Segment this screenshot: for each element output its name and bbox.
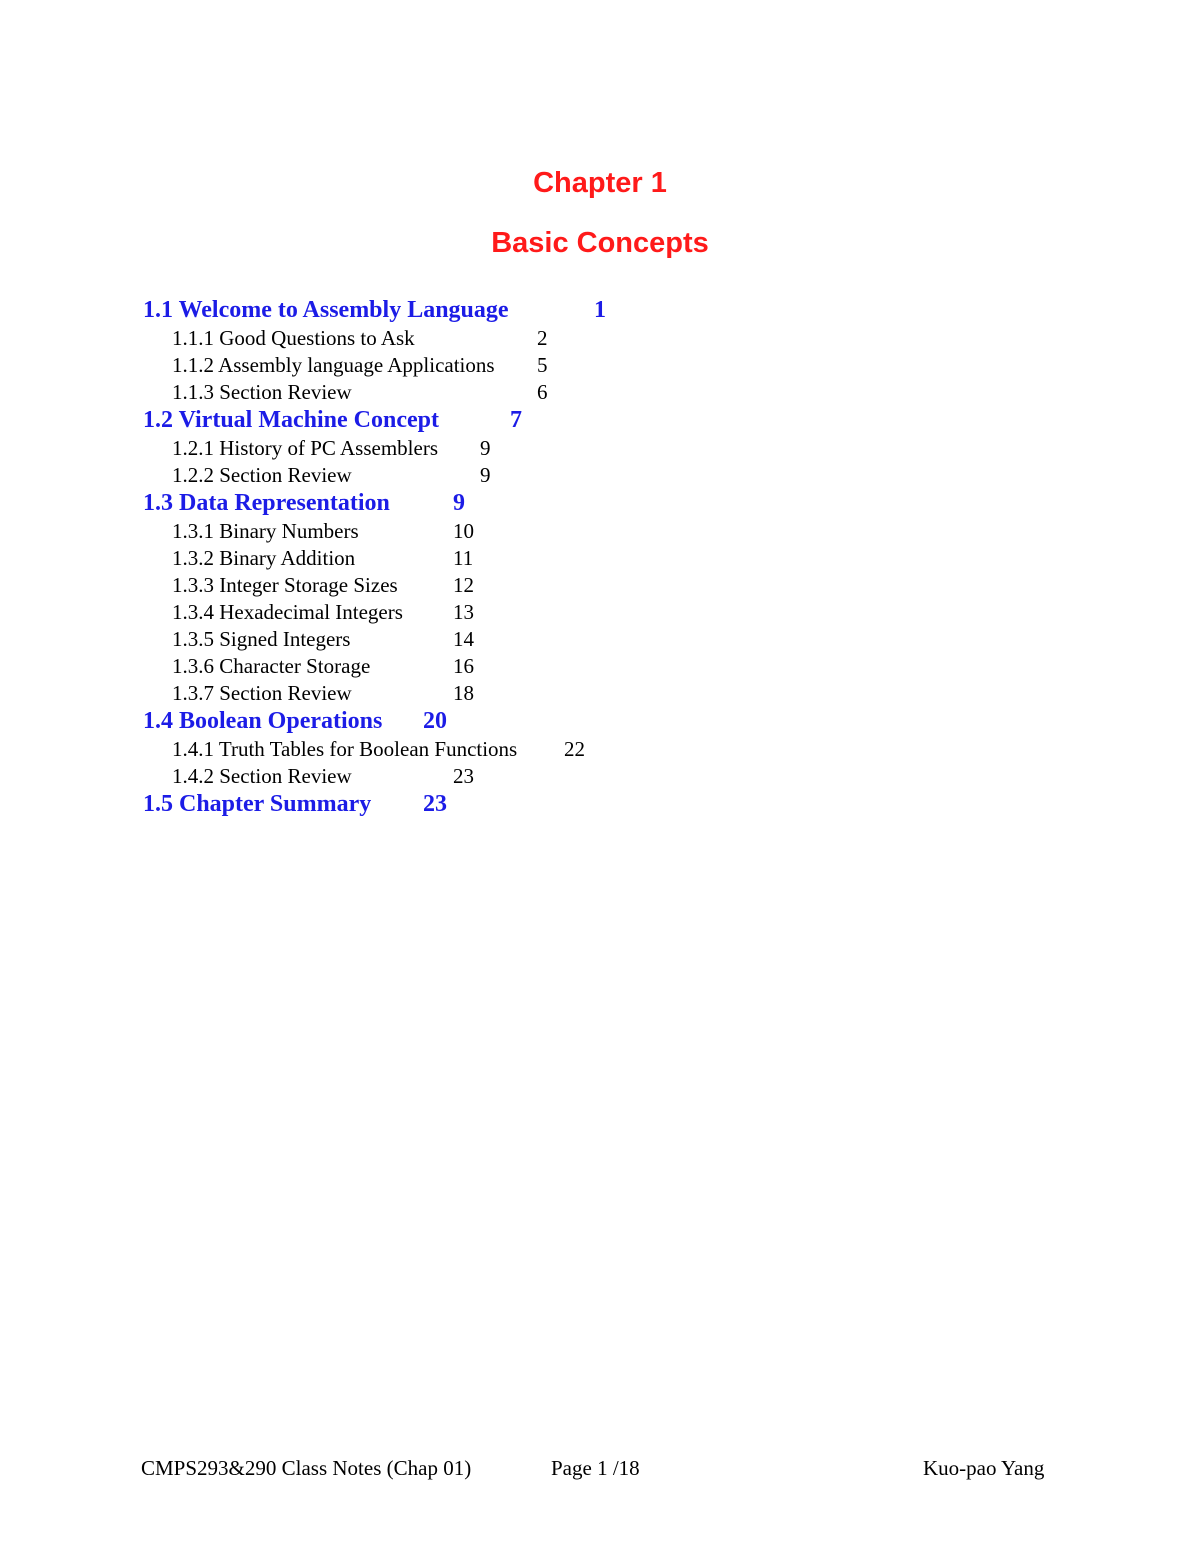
toc-subsection-label: 1.3.6 Character Storage	[172, 654, 371, 678]
toc-section[interactable]	[143, 790, 843, 819]
toc-subsection[interactable]	[143, 435, 843, 462]
toc-subsection[interactable]	[143, 680, 843, 707]
toc-subsection-label: 1.2.1 History of PC Assemblers	[172, 436, 439, 460]
toc-subsection-page: 11	[453, 546, 474, 570]
toc-section-label: 1.4 Boolean Operations	[143, 708, 383, 734]
table-of-contents	[143, 296, 843, 819]
toc-subsection[interactable]	[143, 572, 843, 599]
toc-subsection[interactable]	[143, 462, 843, 489]
toc-section-label: 1.3 Data Representation	[143, 490, 390, 516]
toc-section-page: 20	[423, 708, 447, 734]
toc-subsection-page: 14	[453, 627, 474, 651]
toc-subsection[interactable]	[143, 736, 843, 763]
toc-subsection-page: 12	[453, 573, 474, 597]
toc-subsection-label: 1.4.2 Section Review	[172, 764, 352, 788]
toc-subsection-label: 1.3.4 Hexadecimal Integers	[172, 600, 403, 624]
toc-subsection-page: 10	[453, 519, 474, 543]
toc-subsection-page: 9	[480, 463, 491, 487]
toc-section-page: 23	[423, 791, 447, 817]
footer-author: Kuo-pao Yang	[923, 1456, 1045, 1480]
footer-page-number: Page 1 /18	[551, 1456, 640, 1480]
chapter-title: Chapter 1	[533, 167, 667, 199]
toc-subsection-label: 1.1.3 Section Review	[172, 380, 352, 404]
toc-subsection-page: 5	[537, 353, 548, 377]
toc-subsection-label: 1.2.2 Section Review	[172, 463, 352, 487]
toc-subsection[interactable]	[143, 325, 843, 352]
toc-subsection[interactable]	[143, 599, 843, 626]
toc-section[interactable]	[143, 489, 843, 518]
toc-subsection[interactable]	[143, 379, 843, 406]
toc-subsection[interactable]	[143, 763, 843, 790]
toc-subsection[interactable]	[143, 518, 843, 545]
toc-subsection[interactable]	[143, 653, 843, 680]
toc-subsection-label: 1.3.5 Signed Integers	[172, 627, 351, 651]
toc-section[interactable]	[143, 296, 843, 325]
toc-subsection-page: 23	[453, 764, 474, 788]
toc-subsection-label: 1.3.3 Integer Storage Sizes	[172, 573, 398, 597]
toc-subsection-label: 1.4.1 Truth Tables for Boolean Functions	[172, 737, 518, 761]
toc-subsection[interactable]	[143, 352, 843, 379]
toc-subsection-page: 9	[480, 436, 491, 460]
toc-section-page: 1	[594, 297, 606, 323]
toc-subsection-page: 22	[564, 737, 585, 761]
toc-subsection-page: 16	[453, 654, 474, 678]
toc-section-label: 1.1 Welcome to Assembly Language	[143, 297, 509, 323]
chapter-subtitle: Basic Concepts	[491, 227, 709, 259]
toc-section[interactable]	[143, 406, 843, 435]
toc-subsection[interactable]	[143, 626, 843, 653]
toc-subsection-label: 1.3.1 Binary Numbers	[172, 519, 359, 543]
toc-subsection[interactable]	[143, 545, 843, 572]
toc-subsection-page: 6	[537, 380, 548, 404]
toc-subsection-label: 1.3.7 Section Review	[172, 681, 352, 705]
toc-section-page: 7	[510, 407, 522, 433]
toc-subsection-page: 2	[537, 326, 548, 350]
toc-subsection-page: 18	[453, 681, 474, 705]
footer-course-title: CMPS293&290 Class Notes (Chap 01)	[141, 1456, 472, 1480]
toc-subsection-page: 13	[453, 600, 474, 624]
toc-section-label: 1.5 Chapter Summary	[143, 791, 372, 817]
toc-subsection-label: 1.3.2 Binary Addition	[172, 546, 356, 570]
toc-section-page: 9	[453, 490, 465, 516]
toc-subsection-label: 1.1.1 Good Questions to Ask	[172, 326, 415, 350]
toc-section-label: 1.2 Virtual Machine Concept	[143, 407, 439, 433]
toc-section[interactable]	[143, 707, 843, 736]
toc-subsection-label: 1.1.2 Assembly language Applications	[172, 353, 495, 377]
